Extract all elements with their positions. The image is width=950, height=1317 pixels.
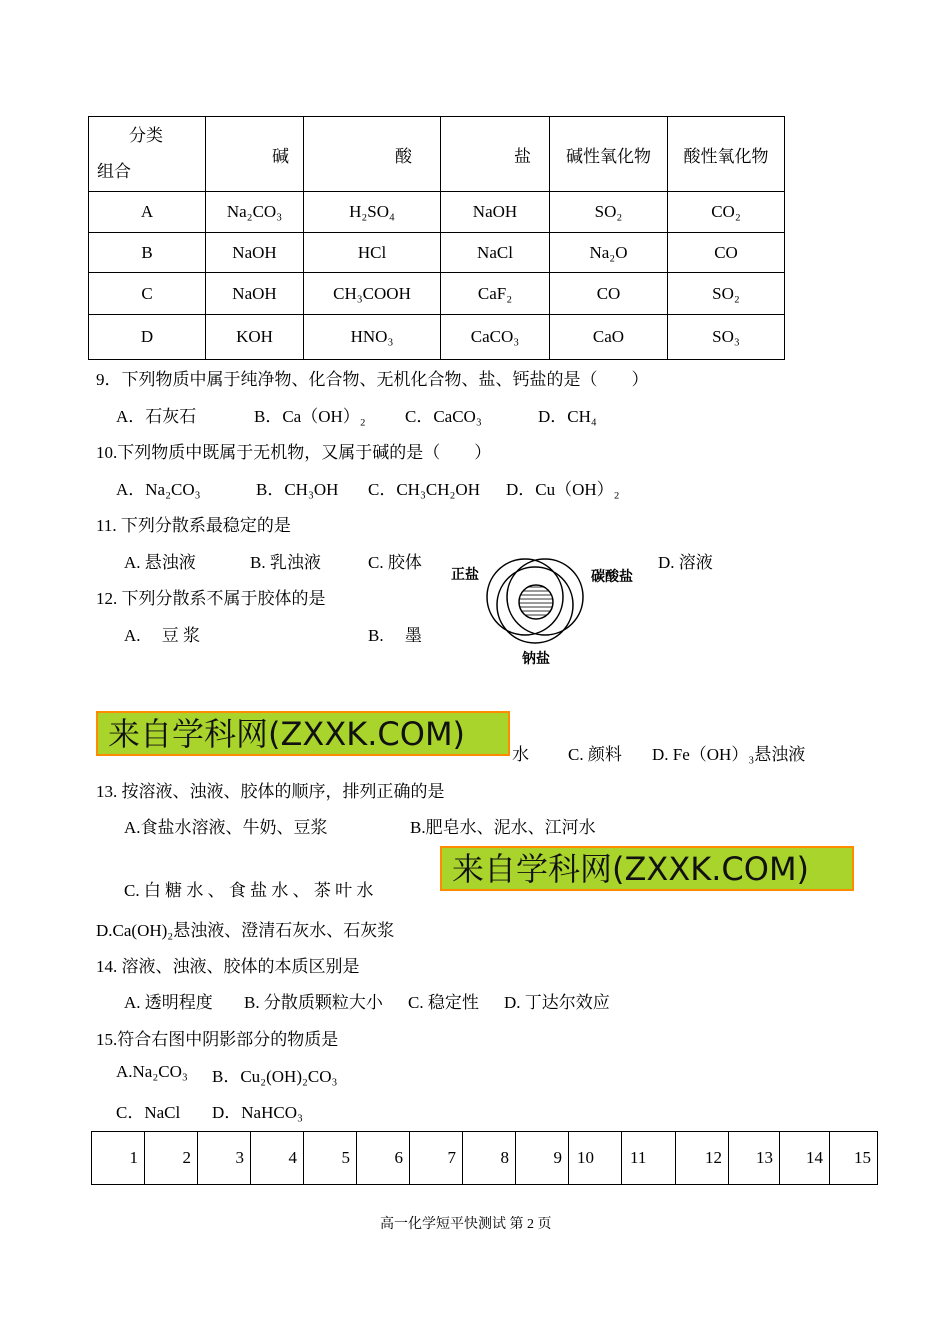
watermark-text: 来自学科网(ZXXK.COM) [108, 715, 466, 753]
option-a: A.Na₂CO₃ [116, 1062, 188, 1081]
table-row [89, 233, 785, 273]
answer-cell-2[interactable]: 2 [145, 1132, 198, 1185]
table-cell: CO [550, 273, 668, 315]
option-c: C. 颜料 [568, 745, 622, 764]
option-b: B. 分散质颗粒大小 [244, 993, 383, 1012]
answer-cell-6[interactable]: 6 [357, 1132, 410, 1185]
table-row [89, 315, 785, 360]
option-d: D．CH₄ [538, 407, 597, 426]
option-d: D．NaHCO₃ [212, 1103, 303, 1122]
table-cell: SO₃ [668, 315, 785, 360]
answer-cell-12[interactable]: 12 [676, 1132, 729, 1185]
row-label: B [89, 233, 206, 273]
option-d: D. 丁达尔效应 [504, 993, 610, 1012]
table-cell: CaCO₃ [441, 315, 550, 360]
question-10-stem: 10.下列物质中既属于无机物，又属于碱的是（ ） [96, 443, 492, 462]
table-cell: HNO₃ [304, 315, 441, 360]
table-cell: NaOH [206, 273, 304, 315]
venn-label-left: 正盐 [451, 567, 479, 583]
answer-cell-14[interactable]: 14 [780, 1132, 830, 1185]
column-header: 酸性氧化物 [668, 117, 785, 192]
row-label: D [89, 315, 206, 360]
classification-table [88, 116, 785, 360]
table-cell: KOH [206, 315, 304, 360]
answer-cell-4[interactable]: 4 [251, 1132, 304, 1185]
question-9-stem: 9．下列物质中属于纯净物、化合物、无机化合物、盐、钙盐的是（ ） [96, 370, 649, 389]
answer-cell-11[interactable]: 11 [622, 1132, 676, 1185]
answer-cell-15[interactable]: 15 [830, 1132, 878, 1185]
answer-cell-3[interactable]: 3 [198, 1132, 251, 1185]
option-a: A. 豆 浆 [124, 626, 201, 645]
answer-cell-13[interactable]: 13 [729, 1132, 780, 1185]
question-12-stem: 12. 下列分散系不属于胶体的是 [96, 589, 326, 608]
option-a: A．石灰石 [116, 407, 197, 426]
option-d: D.Ca(OH)₂悬浊液、澄清石灰水、石灰浆 [96, 921, 395, 940]
table-cell: CaO [550, 315, 668, 360]
table-cell: H₂SO₄ [304, 192, 441, 233]
option-b-tail: 水 [512, 745, 529, 764]
option-d: D．Cu（OH）₂ [506, 480, 620, 499]
venn-label-right: 碳酸盐 [591, 569, 633, 585]
page-footer: 高一化学短平快测试 第 2 页 [380, 1217, 552, 1232]
option-b: B．CH₃OH [256, 480, 339, 499]
table-cell: NaOH [441, 192, 550, 233]
corner-bottom-label: 组合 [97, 162, 131, 181]
table-cell: Na₂O [550, 233, 668, 273]
table-cell: SO₂ [668, 273, 785, 315]
corner-top-label: 分类 [129, 126, 163, 145]
corner-header-cell [89, 117, 206, 192]
answer-cell-1[interactable]: 1 [92, 1132, 145, 1185]
answer-cell-10[interactable]: 10 [569, 1132, 622, 1185]
watermark-banner [440, 846, 854, 891]
table-cell: NaCl [441, 233, 550, 273]
option-b: B．Ca（OH）₂ [254, 407, 366, 426]
question-14-stem: 14. 溶液、浊液、胶体的本质区别是 [96, 957, 360, 976]
table-cell: CO₂ [668, 192, 785, 233]
option-c: C．CaCO₃ [405, 407, 482, 426]
venn-label-bottom: 钠盐 [522, 651, 550, 667]
table-row [89, 192, 785, 233]
option-d: D. Fe（OH）₃悬浊液 [652, 745, 806, 764]
watermark-banner [96, 711, 510, 756]
question-13-stem: 13. 按溶液、浊液、胶体的顺序，排列正确的是 [96, 782, 445, 801]
question-15-stem: 15.符合右图中阴影部分的物质是 [96, 1030, 339, 1049]
option-c: C. 白 糖 水 、 食 盐 水 、 茶 叶 水 [124, 881, 374, 900]
row-label: C [89, 273, 206, 315]
option-a: A. 悬浊液 [124, 553, 196, 572]
answer-cell-7[interactable]: 7 [410, 1132, 463, 1185]
column-header: 盐 [441, 117, 550, 192]
table-cell: HCl [304, 233, 441, 273]
column-header: 碱性氧化物 [550, 117, 668, 192]
table-cell: SO₂ [550, 192, 668, 233]
column-header: 酸 [304, 117, 441, 192]
option-a: A.食盐水溶液、牛奶、豆浆 [124, 818, 328, 837]
table-cell: NaOH [206, 233, 304, 273]
column-header: 碱 [206, 117, 304, 192]
option-b: B. 墨 [368, 626, 422, 645]
answer-cell-5[interactable]: 5 [304, 1132, 357, 1185]
table-cell: CO [668, 233, 785, 273]
option-b: B. 乳浊液 [250, 553, 321, 572]
option-c: C. 稳定性 [408, 993, 479, 1012]
option-d: D. 溶液 [658, 553, 713, 572]
option-b: B．Cu₂(OH)₂CO₃ [212, 1067, 338, 1086]
answer-cell-9[interactable]: 9 [516, 1132, 569, 1185]
question-11-stem: 11. 下列分散系最稳定的是 [96, 516, 291, 535]
option-c: C．NaCl [116, 1103, 181, 1122]
table-row [89, 273, 785, 315]
answer-row [92, 1132, 878, 1185]
option-a: A．Na₂CO₃ [116, 480, 201, 499]
table-cell: CaF₂ [441, 273, 550, 315]
answer-cell-8[interactable]: 8 [463, 1132, 516, 1185]
answer-grid [91, 1131, 878, 1185]
option-b: B.肥皂水、泥水、江河水 [410, 818, 596, 837]
option-c: C. 胶体 [368, 553, 422, 572]
watermark-text: 来自学科网(ZXXK.COM) [452, 850, 810, 888]
table-cell: CH₃COOH [304, 273, 441, 315]
row-label: A [89, 192, 206, 233]
option-a: A. 透明程度 [124, 993, 213, 1012]
table-cell: Na₂CO₃ [206, 192, 304, 233]
option-c: C．CH₃CH₂OH [368, 480, 480, 499]
